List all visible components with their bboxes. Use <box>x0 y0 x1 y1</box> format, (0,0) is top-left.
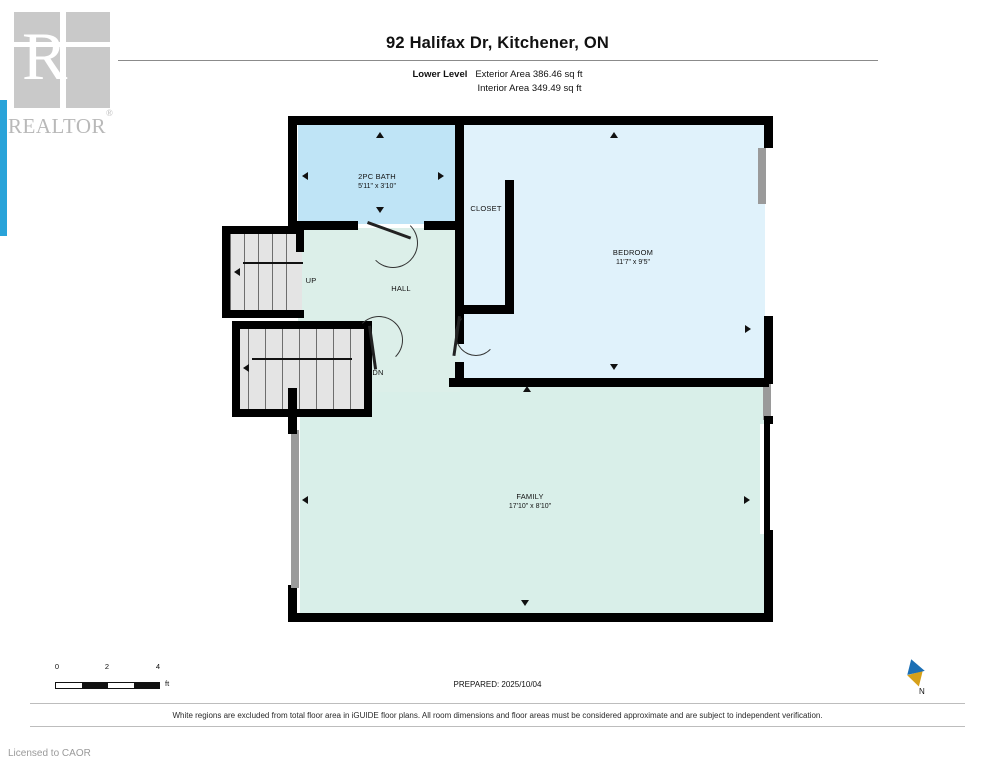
wall-closet-bottom <box>455 305 514 314</box>
dim-arrow-bed-top <box>610 132 618 138</box>
scale-tick-2: 2 <box>104 662 110 671</box>
wall-right-top <box>764 116 773 148</box>
wall-hall-left-a <box>296 226 304 252</box>
wall-right-lower-thin <box>764 424 770 534</box>
wall-bottom <box>288 613 773 622</box>
stair-down-line <box>252 358 352 360</box>
level-area-row <box>0 68 995 82</box>
wall-stair-dn-left <box>232 321 240 417</box>
disclaimer-divider-bottom <box>30 726 965 727</box>
license-text: Licensed to CAOR <box>8 748 91 759</box>
stair-tread <box>258 234 259 310</box>
logo-r-glyph: R <box>22 18 68 94</box>
wall-closet-left-lower <box>455 231 464 316</box>
dim-arrow-bed-right <box>745 325 751 333</box>
room-dims-bath: 5'11" x 3'10" <box>358 183 396 190</box>
wall-stair-up-left <box>222 226 230 318</box>
interior-area: Interior Area 349.49 sq ft <box>477 83 582 94</box>
compass-north-label: N <box>919 687 925 696</box>
stair-tread <box>244 234 245 310</box>
room-label-hall <box>366 284 436 294</box>
wall-right-bottom <box>764 530 773 622</box>
level-label: Lower Level <box>412 69 468 80</box>
stair-up-arrow-icon <box>234 268 240 276</box>
dim-arrow-bath-bottom <box>376 207 384 213</box>
wall-stair-dn-bottom <box>232 409 372 417</box>
scale-unit: ft <box>165 679 170 688</box>
wall-bedroom-bottom <box>449 378 769 387</box>
dim-arrow-family-right <box>744 496 750 504</box>
prepared-date: PREPARED: 2025/10/04 <box>453 680 542 689</box>
compass-rose <box>898 655 948 705</box>
door-arc-bedroom <box>455 312 497 356</box>
wall-top <box>288 116 773 125</box>
realtor-trademark: ® <box>106 108 114 118</box>
room-label-closet <box>446 204 526 214</box>
stair-up-line <box>243 262 303 264</box>
room-dims-family: 17'10" x 8'10" <box>508 503 552 510</box>
dim-arrow-family-left <box>302 496 308 504</box>
dim-arrow-bath-right <box>438 172 444 180</box>
scale-tick-4: 4 <box>155 662 161 671</box>
wall-stair-up-bottom <box>222 310 304 318</box>
room-dims-bedroom: 11'7" x 9'5" <box>616 259 650 266</box>
scale-tick-0: 0 <box>54 662 60 671</box>
interior-area-row <box>0 82 995 96</box>
wall-left-grey-lower <box>291 430 299 588</box>
stair-tread <box>230 234 231 310</box>
disclaimer-divider-top <box>30 703 965 704</box>
floorplan-canvas <box>0 100 995 645</box>
wall-right-grey-b <box>763 384 771 420</box>
stair-tread <box>286 234 287 310</box>
wall-left-upper <box>288 116 297 230</box>
title-divider <box>118 60 878 61</box>
realtor-wordmark-text: REALTOR <box>8 114 107 138</box>
compass-north-needle-icon <box>907 659 926 678</box>
room-label-family <box>470 492 590 512</box>
room-name-family: FAMILY <box>516 492 544 501</box>
stair-tread <box>316 329 317 409</box>
wall-right-notch <box>764 416 773 424</box>
wall-stair-dn-top <box>232 321 372 329</box>
exterior-area: Exterior Area 386.46 sq ft <box>475 69 583 80</box>
wall-right-mid <box>764 316 773 384</box>
dim-arrow-bed-bottom <box>610 364 618 370</box>
room-name-hall: HALL <box>391 284 411 293</box>
window-bedroom-right <box>0 100 7 236</box>
dim-arrow-bed-lower <box>523 386 531 392</box>
stair-label-up: UP <box>305 276 317 285</box>
wall-right-grey-a <box>758 148 766 204</box>
wall-closet-right <box>505 180 514 310</box>
wall-stair-up-top <box>222 226 304 234</box>
room-name-bath: 2PC BATH <box>358 172 396 181</box>
dim-arrow-bath-left <box>302 172 308 180</box>
wall-left-bottom-stub <box>288 585 297 622</box>
stair-tread <box>272 234 273 310</box>
stair-down-arrow-icon <box>243 364 249 372</box>
level-info <box>0 68 995 96</box>
room-label-bath <box>322 172 432 192</box>
door-arc-stairs <box>355 316 403 364</box>
stair-tread <box>350 329 351 409</box>
room-name-bedroom: BEDROOM <box>612 248 654 257</box>
stair-tread <box>299 329 300 409</box>
dim-arrow-bath-top <box>376 132 384 138</box>
stair-tread <box>333 329 334 409</box>
dim-arrow-family-bottom <box>521 600 529 606</box>
room-name-closet: CLOSET <box>470 204 502 213</box>
disclaimer-text: White regions are excluded from total floor area in iGUIDE floor plans. All room dimensions and floor areas must be considered approximate and are subject to independent verification. <box>172 711 823 720</box>
stair-tread <box>265 329 266 409</box>
stair-label-down: DN <box>372 368 384 377</box>
page-title: 92 Halifax Dr, Kitchener, ON <box>386 34 609 52</box>
stair-tread <box>282 329 283 409</box>
room-label-bedroom <box>568 248 698 268</box>
